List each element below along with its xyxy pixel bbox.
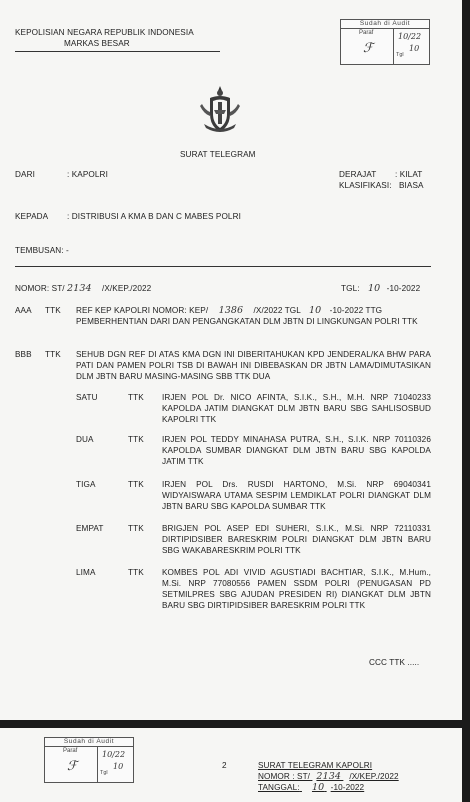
aaa-date: -10-2022 TTG bbox=[329, 306, 383, 315]
stamp-date: 10/22 bbox=[398, 32, 422, 41]
closing-text: CCC TTK ..... bbox=[369, 658, 420, 667]
stamp-signature: ℱ bbox=[363, 41, 374, 56]
ref-nomor bbox=[258, 771, 399, 782]
item-ttk: TTK bbox=[128, 568, 144, 577]
kepada-value: : DISTRIBUSI A KMA B DAN C MABES POLRI bbox=[67, 212, 241, 221]
item-label: DUA bbox=[76, 435, 94, 444]
item-ttk: TTK bbox=[128, 393, 144, 402]
kepada-label: KEPADA bbox=[15, 212, 49, 221]
aaa-ttk: TTK bbox=[45, 306, 61, 315]
aaa-code: AAA bbox=[15, 306, 32, 315]
stamp-paraf-label: Paraf bbox=[63, 748, 78, 754]
dari-label: DARI bbox=[15, 170, 35, 179]
aaa-year: /X/2022 TGL bbox=[253, 306, 301, 315]
item-ttk: TTK bbox=[128, 435, 144, 444]
ref-nomor-suffix: /X/KEP./2022 bbox=[349, 772, 399, 781]
ref-tgl-handwritten: 10 bbox=[311, 782, 325, 793]
police-emblem-icon bbox=[196, 84, 244, 136]
stamp-date-2: 10 bbox=[113, 762, 124, 771]
ref-nomor-handwritten: 2134 bbox=[316, 771, 341, 782]
divider-line bbox=[15, 266, 431, 267]
ref-tgl-prefix: TANGGAL: bbox=[258, 783, 300, 792]
klasifikasi-label: KLASIFIKASI: bbox=[339, 181, 392, 190]
item-text: IRJEN POL Drs. RUSDI HARTONO, M.Si. NRP 69040341 WIDYAISWARA UTAMA SESPIM LEMDIKLAT POLRI DIANGKAT DLM JBTN BARU SBG KAPOLDA SUMBAR TTK bbox=[162, 480, 431, 511]
aaa-text: PEMBERHENTIAN DARI DAN PENGANGKATAN DLM JBTN DI LINGKUNGAN POLRI TTK bbox=[76, 317, 418, 326]
ref-tgl-suffix: -10-2022 bbox=[330, 783, 365, 792]
item-label: EMPAT bbox=[76, 524, 104, 533]
org-line-2: MARKAS BESAR bbox=[64, 39, 130, 48]
tgl-suffix: -10-2022 bbox=[386, 284, 421, 293]
stamp-paraf-label: Paraf bbox=[359, 30, 374, 36]
document-title: SURAT TELEGRAM bbox=[180, 150, 256, 159]
klasifikasi-value: BIASA bbox=[399, 181, 424, 190]
header-underline bbox=[15, 51, 220, 52]
aaa-kep-number: 1386 bbox=[218, 305, 244, 316]
stamp-divider bbox=[97, 746, 98, 782]
ref-tanggal bbox=[258, 782, 364, 793]
item-ttk: TTK bbox=[128, 480, 144, 489]
stamp-title: Sudah di Audit bbox=[341, 20, 429, 29]
nomor-line bbox=[15, 283, 151, 294]
stamp-signature: ℱ bbox=[67, 759, 78, 774]
derajat-value: : KILAT bbox=[395, 170, 423, 179]
nomor-suffix: /X/KEP./2022 bbox=[102, 284, 152, 293]
tgl-line bbox=[341, 283, 420, 294]
document-page-2 bbox=[0, 728, 462, 802]
stamp-divider bbox=[393, 28, 394, 64]
nomor-prefix: NOMOR: ST/ bbox=[15, 284, 65, 293]
tgl-handwritten: 10 bbox=[367, 283, 381, 294]
bbb-code: BBB bbox=[15, 350, 32, 359]
bbb-text: SEHUB DGN REF DI ATAS KMA DGN INI DIBERITAHUKAN KPD JENDERAL/KA BHW PARA PATI DAN PAMEN POLRI TSB DI BAWAH INI DIBEBASKAN DR JBTN LAMA/DIMUTASIKAN DLM JBTN BARU MASING-MASING SBB TTK DUA bbox=[76, 350, 431, 381]
tembusan-label: TEMBUSAN: - bbox=[15, 246, 69, 255]
item-text: IRJEN POL Dr. NICO AFINTA, S.I.K., S.H., M.H. NRP 71040233 KAPOLDA JATIM DIANGKAT DLM JBTN BARU SBG SAHLISOSBUD KAPOLRI TTK bbox=[162, 393, 431, 424]
item-text: IRJEN POL TEDDY MINAHASA PUTRA, S.H., S.I.K. NRP 70110326 KAPOLDA SUMBAR DIANGKAT DLM JBTN BARU SBG KAPOLDA JATIM TTK bbox=[162, 435, 431, 466]
stamp-date-2: 10 bbox=[409, 44, 420, 53]
item-text: KOMBES POL ADI VIVID AGUSTIADI BACHTIAR, S.I.K., M.Hum., M.Si. NRP 77080556 PAMEN SSDM POLRI (PENUGASAN PD SETMILPRES SBG AJUDAN PRESIDEN RI) DIANGKAT DLM JBTN BARU SBG DIRTIPIDSIBER BARESKRIM POLRI TTK bbox=[162, 568, 431, 610]
item-ttk: TTK bbox=[128, 524, 144, 533]
item-text: BRIGJEN POL ASEP EDI SUHERI, S.I.K., M.Si. NRP 72110331 DIRTIPIDSIBER BARESKRIM POLRI DIANGKAT DLM JBTN BARU SBG WAKABARESKRIM POLRI TTK bbox=[162, 524, 431, 555]
page-number: 2 bbox=[222, 761, 227, 770]
stamp-title: Sudah di Audit bbox=[45, 738, 133, 747]
stamp-tgl-label: Tgl bbox=[100, 770, 108, 776]
aaa-line-1 bbox=[76, 305, 382, 316]
ref-title: SURAT TELEGRAM KAPOLRI bbox=[258, 761, 373, 770]
item-label: SATU bbox=[76, 393, 98, 402]
aaa-ref: REF KEP KAPOLRI NOMOR: KEP/ bbox=[76, 306, 209, 315]
dari-value: : KAPOLRI bbox=[67, 170, 108, 179]
audit-stamp-bottom bbox=[44, 737, 134, 783]
item-label: TIGA bbox=[76, 480, 96, 489]
org-line-1: KEPOLISIAN NEGARA REPUBLIK INDONESIA bbox=[15, 28, 194, 37]
item-label: LIMA bbox=[76, 568, 96, 577]
aaa-day: 10 bbox=[309, 305, 322, 316]
nomor-handwritten: 2134 bbox=[67, 283, 92, 294]
stamp-date: 10/22 bbox=[102, 750, 126, 759]
ref-nomor-prefix: NOMOR : ST/ bbox=[258, 772, 311, 781]
stamp-tgl-label: Tgl bbox=[396, 52, 404, 58]
audit-stamp bbox=[340, 19, 430, 65]
derajat-label: DERAJAT bbox=[339, 170, 377, 179]
bbb-ttk: TTK bbox=[45, 350, 61, 359]
tgl-prefix: TGL: bbox=[341, 284, 360, 293]
